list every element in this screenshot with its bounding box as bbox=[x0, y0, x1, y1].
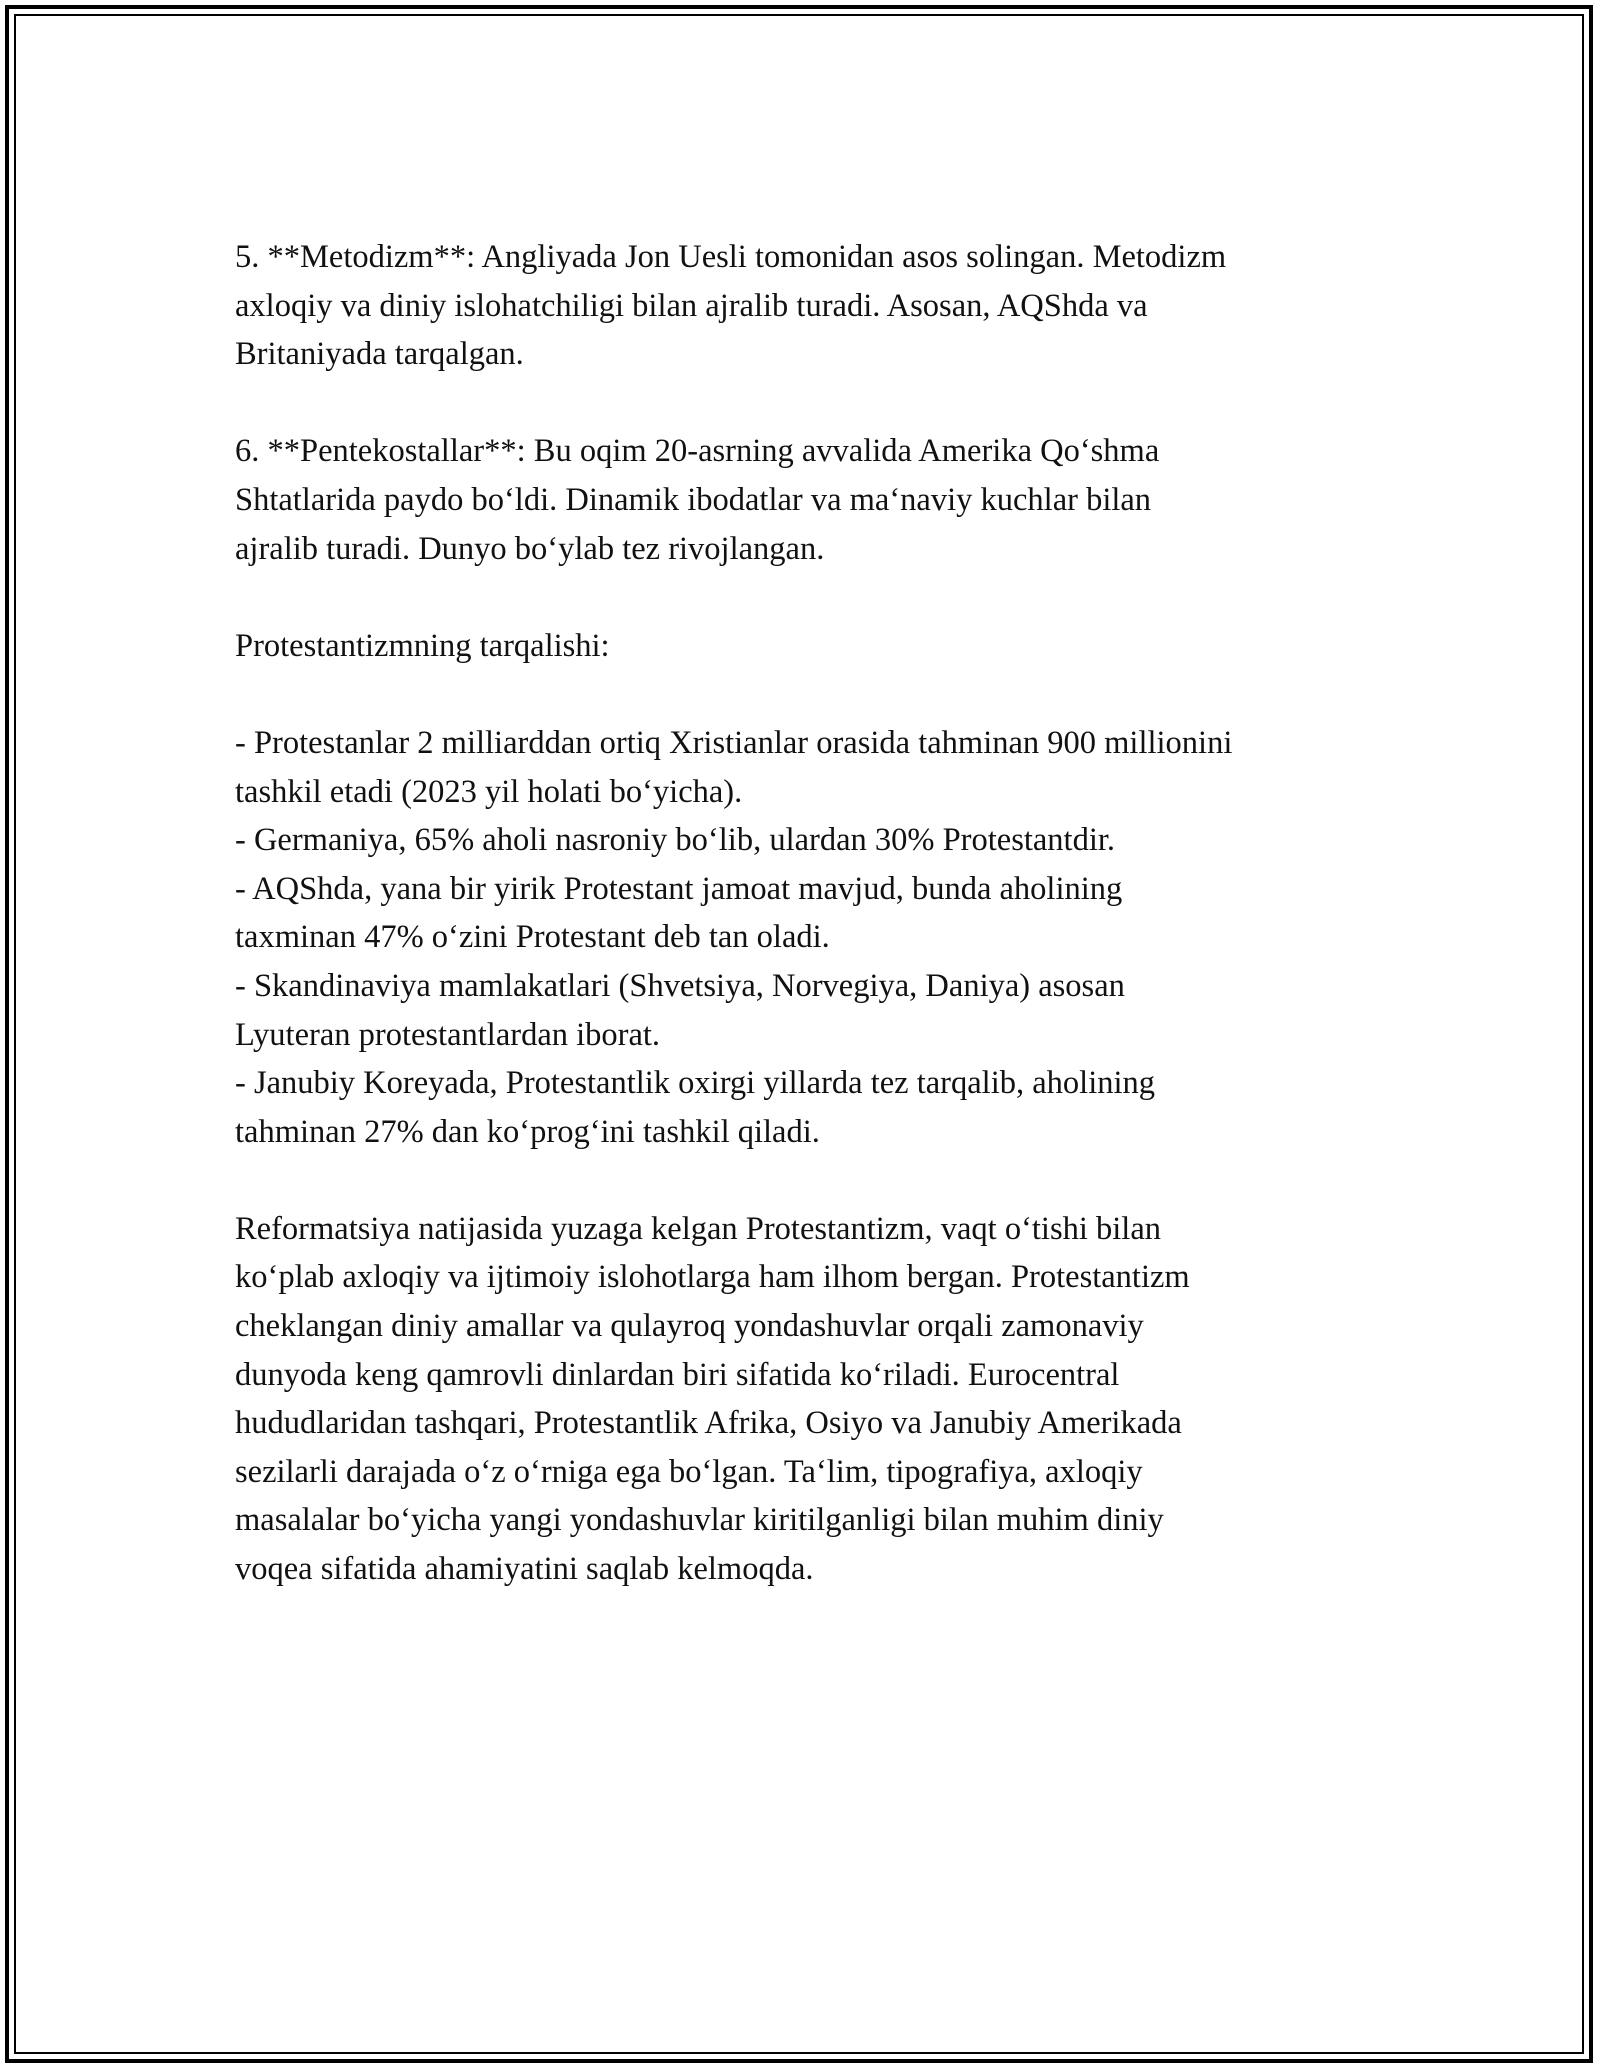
list-item-line: Lyuteran protestantlardan iborat. bbox=[235, 1016, 661, 1053]
text-line: sezilarli darajada o‘z o‘rniga ega bo‘lgan. Ta‘lim, tipografiya, axloqiy bbox=[235, 1453, 1143, 1490]
paragraph-conclusion bbox=[235, 1205, 1385, 1594]
document-body bbox=[235, 233, 1385, 1594]
text-line: axloqiy va diniy islohatchiligi bilan ajralib turadi. Asosan, AQShda va bbox=[235, 287, 1148, 324]
list-item-line: taxminan 47% o‘zini Protestant deb tan oladi. bbox=[235, 919, 830, 956]
text-line: voqea sifatida ahamiyatini saqlab kelmoqda. bbox=[235, 1551, 814, 1588]
text-line: ajralib turadi. Dunyo bo‘ylab tez rivojlangan. bbox=[235, 530, 825, 567]
text-line: cheklangan diniy amallar va qulayroq yondashuvlar orqali zamonaviy bbox=[235, 1308, 1144, 1345]
text-line: ko‘plab axloqiy va ijtimoiy islohotlarga ham ilhom bergan. Protestantizm bbox=[235, 1259, 1190, 1296]
paragraph-metodizm bbox=[235, 233, 1385, 379]
text-line: Protestantizmning tarqalishi: bbox=[235, 627, 610, 664]
text-line: Shtatlarida paydo bo‘ldi. Dinamik ibodatlar va ma‘naviy kuchlar bilan bbox=[235, 481, 1152, 518]
list-item-line: - Protestanlar 2 milliarddan ortiq Xristianlar orasida tahminan 900 millionini bbox=[235, 724, 1233, 761]
list-item-line: tahminan 27% dan ko‘prog‘ini tashkil qiladi. bbox=[235, 1113, 820, 1150]
list-item-line: - Germaniya, 65% aholi nasroniy bo‘lib, ulardan 30% Protestantdir. bbox=[235, 822, 1116, 859]
spread-list bbox=[235, 719, 1385, 1156]
text-line: masalalar bo‘yicha yangi yondashuvlar kiritilganligi bilan muhim diniy bbox=[235, 1502, 1164, 1539]
list-item-line: tashkil etadi (2023 yil holati bo‘yicha). bbox=[235, 773, 743, 810]
paragraph-pentekostallar bbox=[235, 427, 1385, 573]
list-item-line: - Janubiy Koreyada, Protestantlik oxirgi yillarda tez tarqalib, aholining bbox=[235, 1065, 1155, 1102]
section-heading-spread bbox=[235, 622, 1385, 671]
text-line: Reformatsiya natijasida yuzaga kelgan Protestantizm, vaqt o‘tishi bilan bbox=[235, 1210, 1161, 1247]
text-line: dunyoda keng qamrovli dinlardan biri sifatida ko‘riladi. Eurocentral bbox=[235, 1356, 1120, 1393]
text-line: 6. **Pentekostallar**: Bu oqim 20-asrning avvalida Amerika Qo‘shma bbox=[235, 433, 1160, 470]
text-line: 5. **Metodizm**: Angliyada Jon Uesli tomonidan asos solingan. Metodizm bbox=[235, 239, 1227, 275]
list-item-line: - Skandinaviya mamlakatlari (Shvetsiya, Norvegiya, Daniya) asosan bbox=[235, 967, 1125, 1004]
text-line: Britaniyada tarqalgan. bbox=[235, 336, 524, 373]
text-line: hududlaridan tashqari, Protestantlik Afrika, Osiyo va Janubiy Amerikada bbox=[235, 1405, 1182, 1442]
list-item-line: - AQShda, yana bir yirik Protestant jamoat mavjud, bunda aholining bbox=[235, 870, 1123, 907]
